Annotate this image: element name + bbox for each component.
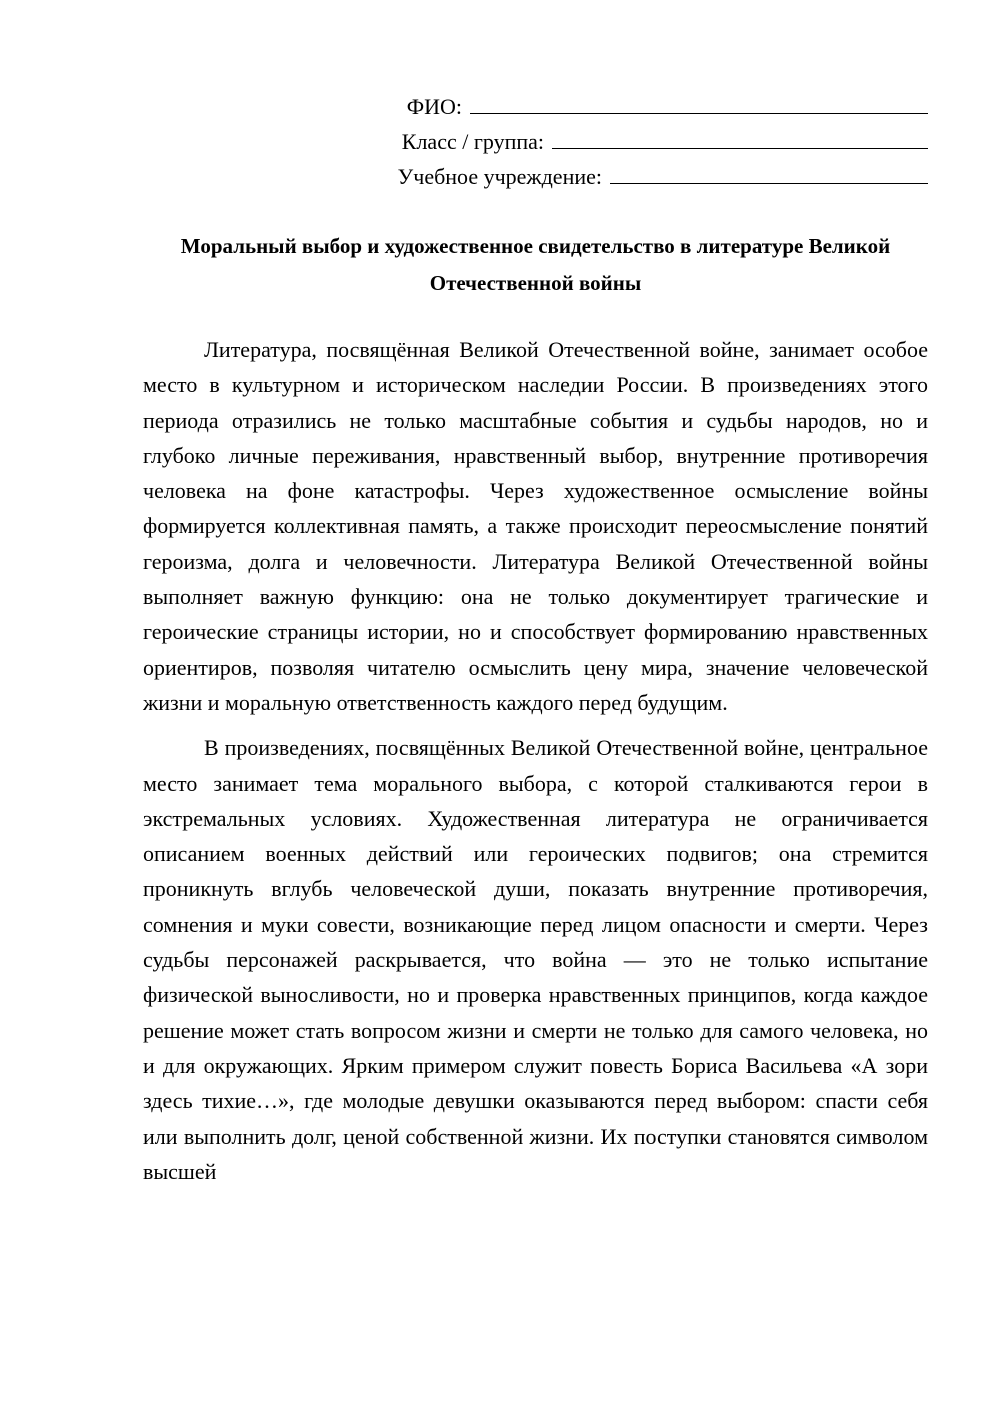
fio-field [0, 88, 928, 123]
paragraph-1: Литература, посвящённая Великой Отечественной войне, занимает особое место в культурном и историческом наследии России. В произведениях этого периода отразились не только масштабные события и судьбы народов, но и глубоко личные переживания, нравственный выбор, внутренние противоречия человека на фоне катастрофы. Через художественное осмысление войны формируется коллективная память, а также происходит переосмысление понятий героизма, долга и человечности. Литература Великой Отечественной войны выполняет важную функцию: она не только документирует трагические и героические страницы истории, но и способствует формированию нравственных ориентиров, позволяя читателю осмыслить цену мира, значение человеческой жизни и моральную ответственность каждого перед будущим. [143, 337, 928, 715]
class-field [0, 123, 928, 158]
school-field [0, 158, 928, 193]
paragraph-2: В произведениях, посвящённых Великой Отечественной войне, центральное место занимает тема морального выбора, с которой сталкиваются герои в экстремальных условиях. Художественная литература не ограничивается описанием военных действий или героических подвигов; она стремится проникнуть вглубь человеческой души, показать внутренние противоречия, сомнения и муки совести, возникающие перед лицом опасности и смерти. Через судьбы персонажей раскрывается, что война — это не только испытание физической выносливости, но и проверка нравственных принципов, когда каждое решение может стать вопросом жизни и смерти не только для самого человека, но и для окружающих. Ярким примером служит повесть Бориса Васильева «А зори здесь тихие…», где молодые девушки оказываются перед выбором: спасти себя или выполнить долг, ценой собственной жизни. Их поступки становятся символом высшей [143, 735, 928, 1184]
document-body [143, 332, 928, 1199]
class-label: Класс / группа: [401, 129, 544, 154]
school-blank-line[interactable] [610, 158, 928, 184]
fio-label: ФИО: [406, 94, 462, 119]
student-info-header [0, 88, 928, 193]
school-label: Учебное учреждение: [397, 164, 602, 189]
fio-blank-line[interactable] [470, 88, 928, 114]
document-title: Моральный выбор и художественное свидетельство в литературе Великой Отечественной войны [180, 234, 891, 295]
class-blank-line[interactable] [552, 123, 928, 149]
